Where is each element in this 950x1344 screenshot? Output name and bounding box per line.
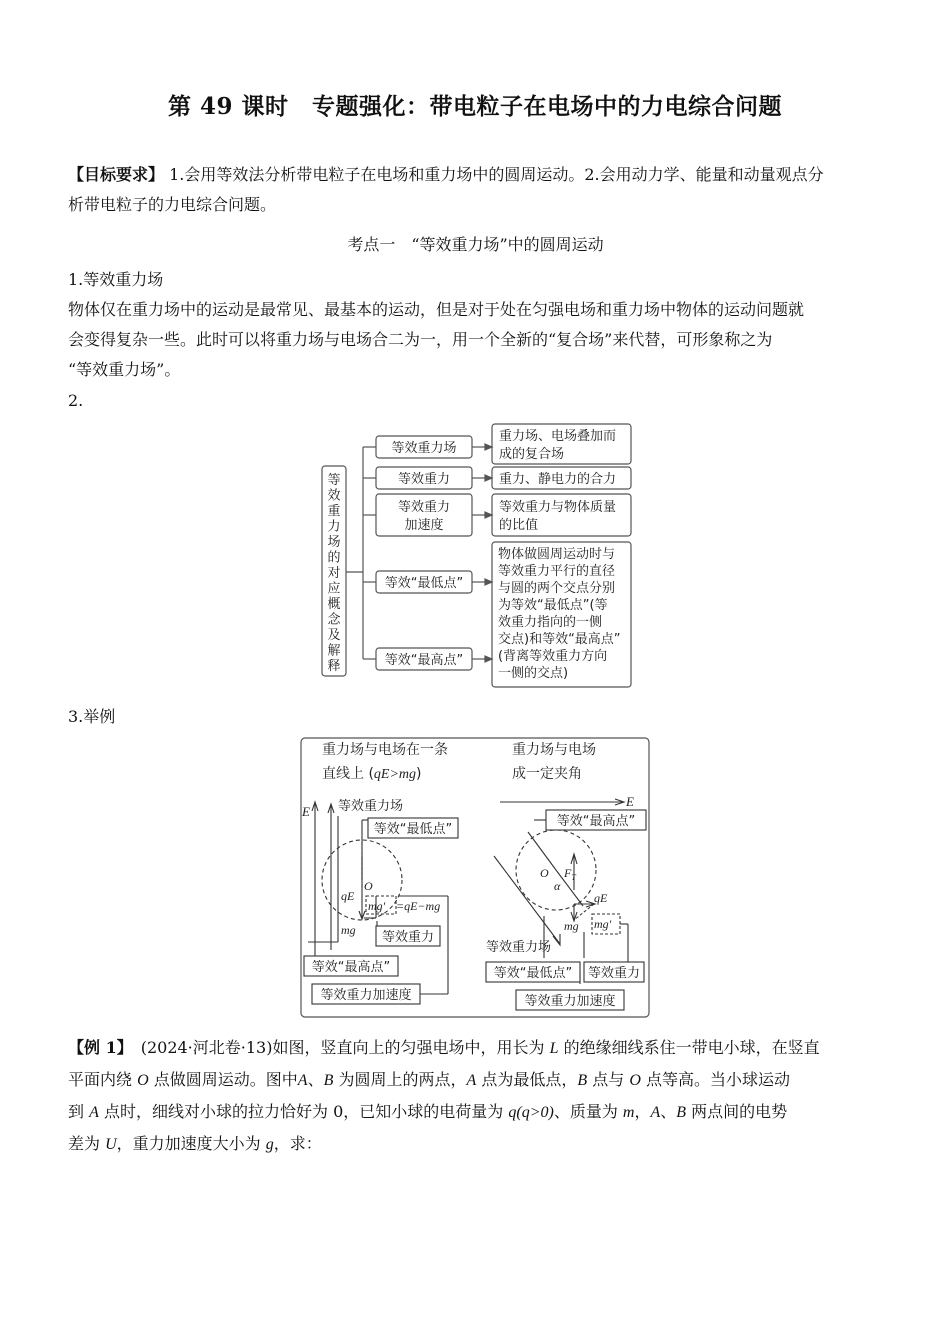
desc-accel-2: 的比值 bbox=[499, 518, 539, 533]
desc-points-5: 效重力指向的一侧 bbox=[498, 615, 603, 630]
item1 bbox=[68, 265, 883, 385]
item1-line1: 物体仅在重力场中的运动是最常见、最基本的运动，但是对于处在匀强电场和重力场中物体的运动问题就 bbox=[68, 300, 805, 319]
goals-line1: 1.会用等效法分析带电粒子在电场和重力场中的圆周运动。2.会用动力学、能量和动量观点分 bbox=[164, 165, 824, 184]
right-mgp: mg′ bbox=[594, 917, 612, 931]
concept-root-char: 解 bbox=[327, 643, 341, 659]
desc-points-7: (背离等效重力方向 bbox=[498, 649, 608, 664]
right-equiv-accel: 等效重力加速度 bbox=[524, 994, 616, 1009]
concept-root-char: 的 bbox=[327, 550, 341, 566]
left-equiv-accel: 等效重力加速度 bbox=[320, 988, 412, 1003]
left-highest: 等效“最高点” bbox=[311, 960, 391, 975]
concept-root-char: 应 bbox=[327, 581, 341, 597]
left-mgp: mg′ bbox=[368, 899, 386, 913]
concept-map bbox=[318, 418, 638, 693]
left-title-2: 直线上 (qE>mg) bbox=[322, 766, 422, 782]
concept-root-char: 力 bbox=[327, 519, 341, 535]
right-E-label: E bbox=[626, 794, 634, 809]
left-equiv-gravity: 等效重力 bbox=[381, 930, 435, 945]
desc-accel-1: 等效重力与物体质量 bbox=[499, 500, 617, 515]
term-highest: 等效“最高点” bbox=[384, 653, 464, 668]
term-lowest: 等效“最低点” bbox=[384, 576, 464, 591]
right-FT: $F_T$ bbox=[564, 866, 576, 882]
concept-root-char: 念 bbox=[327, 612, 341, 628]
concept-root-char: 释 bbox=[327, 659, 341, 674]
desc-field-2: 成的复合场 bbox=[499, 447, 565, 462]
left-equiv-field: 等效重力场 bbox=[338, 799, 404, 814]
right-title-2: 成一定夹角 bbox=[512, 766, 582, 782]
term-equiv-accel-1: 等效重力 bbox=[397, 500, 451, 515]
left-eq: =qE−mg bbox=[396, 899, 441, 913]
right-equiv-field: 等效重力场 bbox=[486, 940, 552, 955]
desc-points-8: 一侧的交点) bbox=[498, 666, 569, 681]
example1: 【例 1】 (2024·河北卷·13)如图，竖直向上的匀强电场中，用长为 L 的绝缘细线系住一带电小球，在竖直 平面内绕 O 点做圆周运动。图中A、B 为圆周上的两点，A 点为最低点，B 点与 O 点等高。当小球运动 到 A 点时，细线对小球的拉力恰好为 0，已知小球的电荷量为 q(q>0)、质量为 m，A、B 两点间的电势 差为 U，重力加速度大小为 g，求： bbox=[68, 1038, 820, 1153]
left-title-1: 重力场与电场在一条 bbox=[322, 742, 448, 758]
goals-label: 【目标要求】 bbox=[68, 165, 165, 184]
desc-points-6: 交点)和等效“最高点” bbox=[498, 632, 621, 647]
desc-points-2: 等效重力平行的直径 bbox=[498, 564, 616, 579]
desc-gravity: 重力、静电力的合力 bbox=[499, 472, 617, 487]
right-mg: mg bbox=[564, 919, 579, 933]
example-figure bbox=[298, 736, 654, 1021]
item1-line2: 会变得复杂一些。此时可以将重力场与电场合二为一，用一个全新的“复合场”来代替，可形象称之为 bbox=[68, 330, 773, 349]
desc-field-1: 重力场、电场叠加而 bbox=[499, 429, 617, 444]
term-equiv-gravity: 等效重力 bbox=[397, 472, 451, 487]
left-mg: mg bbox=[341, 923, 356, 937]
right-lowest: 等效“最低点” bbox=[493, 966, 573, 981]
right-title-1: 重力场与电场 bbox=[512, 742, 596, 758]
concept-root-text bbox=[327, 473, 341, 674]
concept-root-char: 及 bbox=[327, 628, 341, 643]
page-title: 第 49 课时 专题强化：带电粒子在电场中的力电综合问题 bbox=[167, 93, 783, 120]
item1-line3: “等效重力场”。 bbox=[68, 360, 181, 379]
concept-root-char: 对 bbox=[327, 566, 341, 581]
concept-root-char: 效 bbox=[327, 488, 341, 504]
right-equiv-gravity: 等效重力 bbox=[587, 966, 641, 981]
example1-label: 【例 1】 bbox=[68, 1038, 125, 1057]
term-equiv-accel-2: 加速度 bbox=[404, 518, 444, 533]
item2-heading: 2. bbox=[68, 391, 84, 410]
right-qE: qE bbox=[594, 891, 608, 905]
left-O: O bbox=[364, 879, 373, 893]
term-equiv-field: 等效重力场 bbox=[391, 441, 457, 456]
desc-points-1: 物体做圆周运动时与 bbox=[498, 547, 616, 562]
concept-root-char: 等 bbox=[327, 473, 341, 488]
right-O: O bbox=[540, 866, 549, 880]
item3-heading: 3.举例 bbox=[68, 707, 116, 726]
item1-heading: 1.等效重力场 bbox=[68, 270, 164, 289]
concept-root-char: 重 bbox=[327, 504, 341, 519]
desc-points-3: 与圆的两个交点分别 bbox=[498, 581, 616, 596]
left-qE: qE bbox=[341, 889, 355, 903]
desc-points-4: 为等效“最低点”(等 bbox=[498, 598, 608, 613]
section1-title: 考点一 “等效重力场”中的圆周运动 bbox=[347, 235, 604, 254]
left-E-label: E bbox=[302, 804, 310, 819]
left-lowest: 等效“最低点” bbox=[373, 822, 453, 837]
right-alpha: α bbox=[554, 879, 561, 893]
right-highest: 等效“最高点” bbox=[556, 814, 636, 829]
concept-root-char: 场 bbox=[327, 535, 341, 550]
goals-paragraph bbox=[68, 160, 883, 220]
goals-line2: 析带电粒子的力电综合问题。 bbox=[68, 195, 277, 214]
concept-root-char: 概 bbox=[327, 597, 341, 612]
